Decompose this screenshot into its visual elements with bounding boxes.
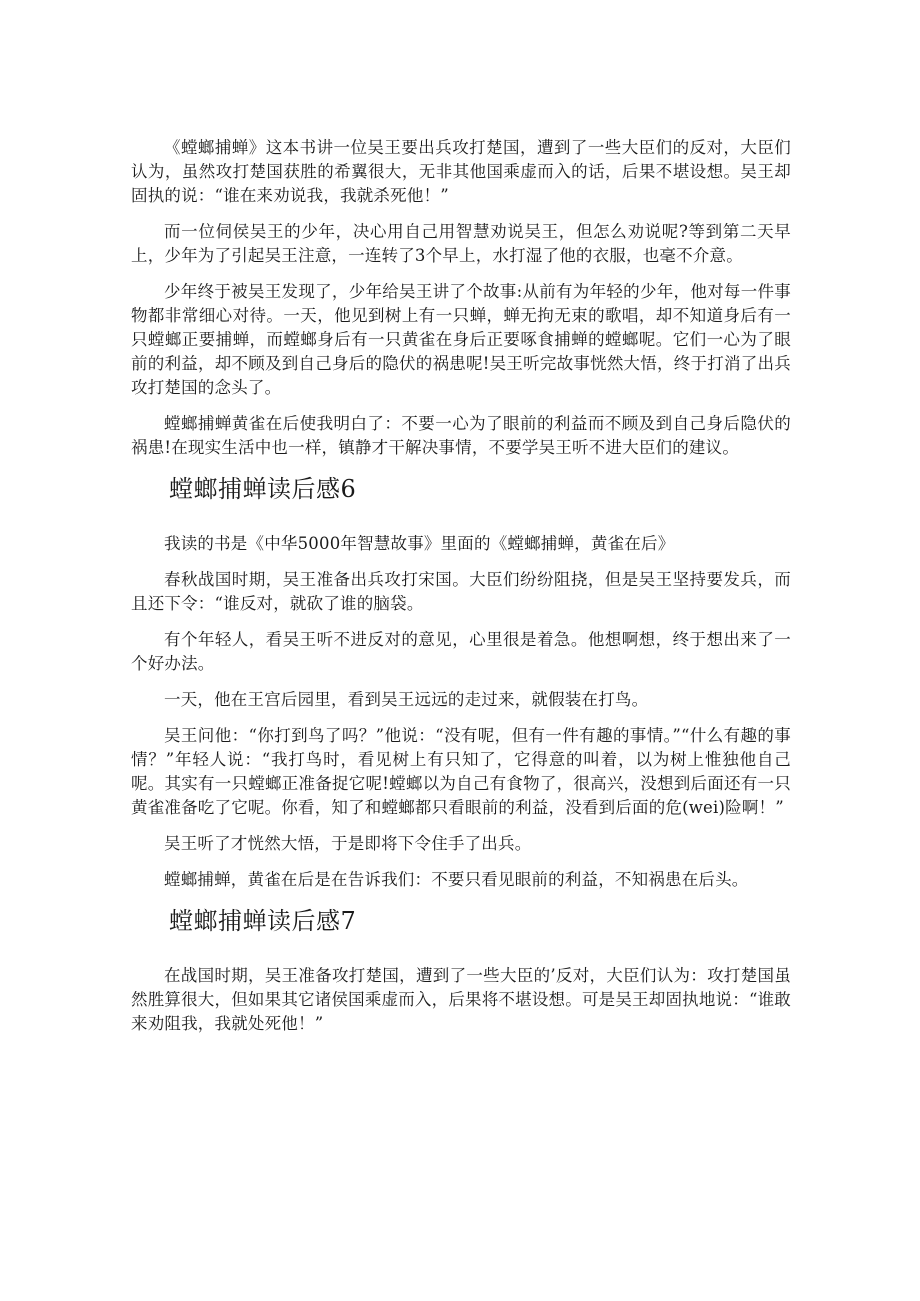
paragraph: 吴王问他：“你打到鸟了吗？”他说：“没有呢，但有一件有趣的事情。”“什么有趣的事情？”年轻人说：“我打鸟时，看见树上有只知了，它得意的叫着，以为树上惟独他自己呢。其实有一只螳螂正准备捉它呢!螳螂以为自己有食物了，很高兴，没想到后面还有一只黄雀准备吃了它呢。你看，知了和螳螂都只看眼前的利益，没看到后面的危(wei)险啊！” bbox=[131, 726, 791, 817]
paragraph: 一天，他在王宫后园里，看到吴王远远的走过来，就假装在打鸟。 bbox=[164, 690, 649, 709]
paragraph: 在战国时期，吴王准备攻打楚国，遭到了一些大臣的’反对，大臣们认为：攻打楚国虽然胜算很大，但如果其它诸侯国乘虚而入，后果将不堪设想。可是吴王却固执地说：“谁敢来劝阻我，我就处死他！” bbox=[131, 966, 791, 1033]
paragraph: 螳螂捕蝉，黄雀在后是在告诉我们：不要只看见眼前的利益，不知祸患在后头。 bbox=[164, 870, 749, 889]
section-heading: 螳螂捕蝉读后感6 bbox=[169, 475, 357, 503]
paragraph: 有个年轻人，看吴王听不进反对的意见，心里很是着急。他想啊想，终于想出来了一个好办法。 bbox=[131, 630, 791, 673]
document-page bbox=[131, 136, 791, 1048]
paragraph: 我读的书是《中华5000年智慧故事》里面的《螳螂捕蝉，黄雀在后》 bbox=[164, 534, 675, 553]
section-heading: 螳螂捕蝉读后感7 bbox=[169, 907, 357, 935]
paragraph: 吴王听了才恍然大悟，于是即将下令住手了出兵。 bbox=[164, 834, 532, 853]
paragraph: 春秋战国时期，吴王准备出兵攻打宋国。大臣们纷纷阻挠，但是吴王坚持要发兵，而且还下令：“谁反对，就砍了谁的脑袋。 bbox=[131, 570, 791, 613]
paragraph: 少年终于被吴王发现了，少年给吴王讲了个故事:从前有为年轻的少年，他对每一件事物都非常细心对待。一天，他见到树上有一只蝉，蝉无拘无束的歌唱，却不知道身后有一只螳螂正要捕蝉，而螳螂身后有一只黄雀在身后正要啄食捕蝉的螳螂呢。它们一心为了眼前的利益，却不顾及到自己身后的隐伏的祸患呢!吴王听完故事恍然大悟，终于打消了出兵攻打楚国的念头了。 bbox=[131, 282, 791, 397]
paragraph: 螳螂捕蝉黄雀在后使我明白了：不要一心为了眼前的利益而不顾及到自己身后隐伏的祸患!在现实生活中也一样，镇静才干解决事情，不要学吴王听不进大臣们的建议。 bbox=[131, 414, 791, 457]
paragraph: 《螳螂捕蝉》这本书讲一位吴王要出兵攻打楚国，遭到了一些大臣们的反对，大臣们认为，虽然攻打楚国获胜的希翼很大，无非其他国乘虚而入的话，后果不堪设想。吴王却固执的说：“谁在来劝说我，我就杀死他！” bbox=[131, 138, 791, 205]
paragraph: 而一位伺侯吴王的少年，决心用自己用智慧劝说吴王，但怎么劝说呢?等到第二天早上，少年为了引起吴王注意，一连转了3个早上，水打湿了他的衣服，也毫不介意。 bbox=[131, 222, 791, 265]
